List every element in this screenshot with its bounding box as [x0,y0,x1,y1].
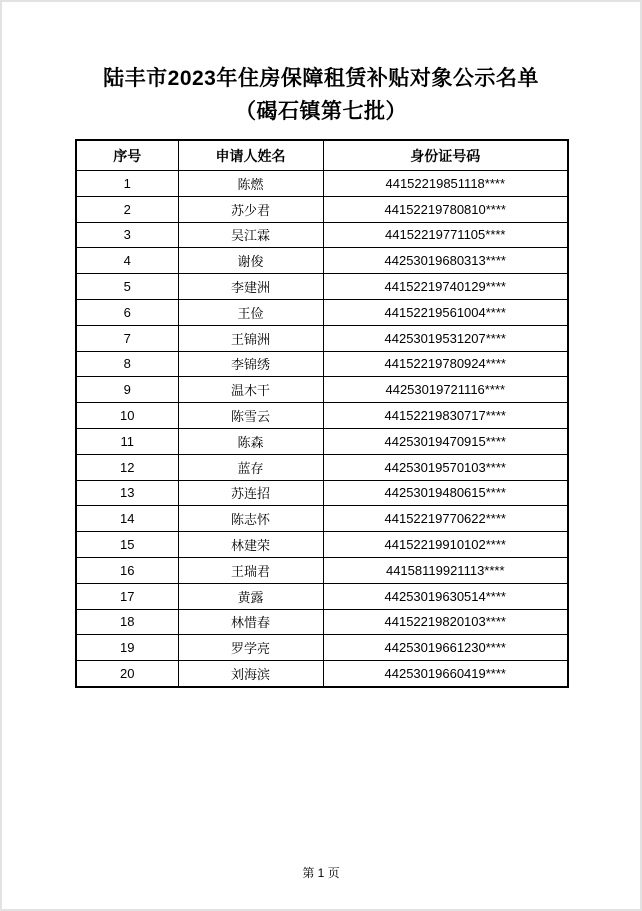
cell-id-number: 44253019630514**** [323,583,568,609]
cell-serial-number: 13 [76,480,178,506]
table-row [76,557,568,583]
table-row [76,506,568,532]
cell-serial-number: 2 [76,196,178,222]
cell-serial-number: 12 [76,454,178,480]
cell-serial-number: 1 [76,171,178,197]
cell-applicant-name: 陈志怀 [178,506,323,532]
page-title [2,62,640,128]
cell-serial-number: 4 [76,248,178,274]
cell-serial-number: 16 [76,557,178,583]
cell-serial-number: 9 [76,377,178,403]
cell-id-number: 44253019721116**** [323,377,568,403]
table-row [76,171,568,197]
table-row [76,583,568,609]
page-title-line2: （碣石镇第七批） [235,100,407,123]
cell-serial-number: 20 [76,661,178,687]
cell-applicant-name: 陈森 [178,428,323,454]
cell-serial-number: 3 [76,222,178,248]
cell-applicant-name: 李建洲 [178,274,323,300]
cell-applicant-name: 王瑞君 [178,557,323,583]
page-title-line1: 陆丰市2023年住房保障租赁补贴对象公示名单 [103,67,539,90]
cell-serial-number: 6 [76,299,178,325]
cell-id-number: 44152219851118**** [323,171,568,197]
table-row [76,325,568,351]
cell-id-number: 44152219561004**** [323,299,568,325]
table-row [76,222,568,248]
table-row [76,661,568,687]
cell-applicant-name: 林惜春 [178,609,323,635]
cell-id-number: 44253019661230**** [323,635,568,661]
cell-id-number: 44253019570103**** [323,454,568,480]
cell-id-number: 44152219780924**** [323,351,568,377]
table-row [76,377,568,403]
cell-applicant-name: 陈燃 [178,171,323,197]
table-row [76,248,568,274]
cell-applicant-name: 苏少君 [178,196,323,222]
header-applicant-name: 申请人姓名 [178,140,323,171]
cell-id-number: 44152219780810**** [323,196,568,222]
cell-serial-number: 14 [76,506,178,532]
cell-id-number: 44152219820103**** [323,609,568,635]
cell-serial-number: 10 [76,403,178,429]
cell-id-number: 44253019680313**** [323,248,568,274]
cell-serial-number: 8 [76,351,178,377]
table-row [76,428,568,454]
table-row [76,635,568,661]
cell-applicant-name: 刘海滨 [178,661,323,687]
cell-applicant-name: 吴江霖 [178,222,323,248]
cell-applicant-name: 李锦绣 [178,351,323,377]
cell-applicant-name: 林建荣 [178,532,323,558]
cell-id-number: 44152219740129**** [323,274,568,300]
cell-applicant-name: 陈雪云 [178,403,323,429]
cell-serial-number: 7 [76,325,178,351]
cell-serial-number: 19 [76,635,178,661]
cell-id-number: 44152219910102**** [323,532,568,558]
table-body [76,171,568,687]
cell-applicant-name: 蓝存 [178,454,323,480]
table-row [76,196,568,222]
cell-id-number: 44253019480615**** [323,480,568,506]
cell-serial-number: 5 [76,274,178,300]
cell-serial-number: 11 [76,428,178,454]
header-serial-number: 序号 [76,140,178,171]
cell-serial-number: 15 [76,532,178,558]
cell-id-number: 44158119921113**** [323,557,568,583]
table-header-row [76,140,568,171]
roster-table [75,139,569,688]
cell-id-number: 44152219771105**** [323,222,568,248]
table-row [76,532,568,558]
cell-applicant-name: 谢俊 [178,248,323,274]
cell-applicant-name: 王俭 [178,299,323,325]
table-row [76,609,568,635]
table-row [76,454,568,480]
page-number-footer: 第 1 页 [302,866,340,880]
table-row [76,480,568,506]
header-id-number: 身份证号码 [323,140,568,171]
table-row [76,351,568,377]
cell-applicant-name: 黄露 [178,583,323,609]
cell-serial-number: 17 [76,583,178,609]
cell-applicant-name: 温木干 [178,377,323,403]
cell-applicant-name: 苏连招 [178,480,323,506]
cell-id-number: 44152219770622**** [323,506,568,532]
cell-id-number: 44152219830717**** [323,403,568,429]
table-row [76,299,568,325]
cell-serial-number: 18 [76,609,178,635]
cell-applicant-name: 王锦洲 [178,325,323,351]
table-row [76,403,568,429]
cell-applicant-name: 罗学亮 [178,635,323,661]
cell-id-number: 44253019531207**** [323,325,568,351]
cell-id-number: 44253019470915**** [323,428,568,454]
table-row [76,274,568,300]
cell-id-number: 44253019660419**** [323,661,568,687]
